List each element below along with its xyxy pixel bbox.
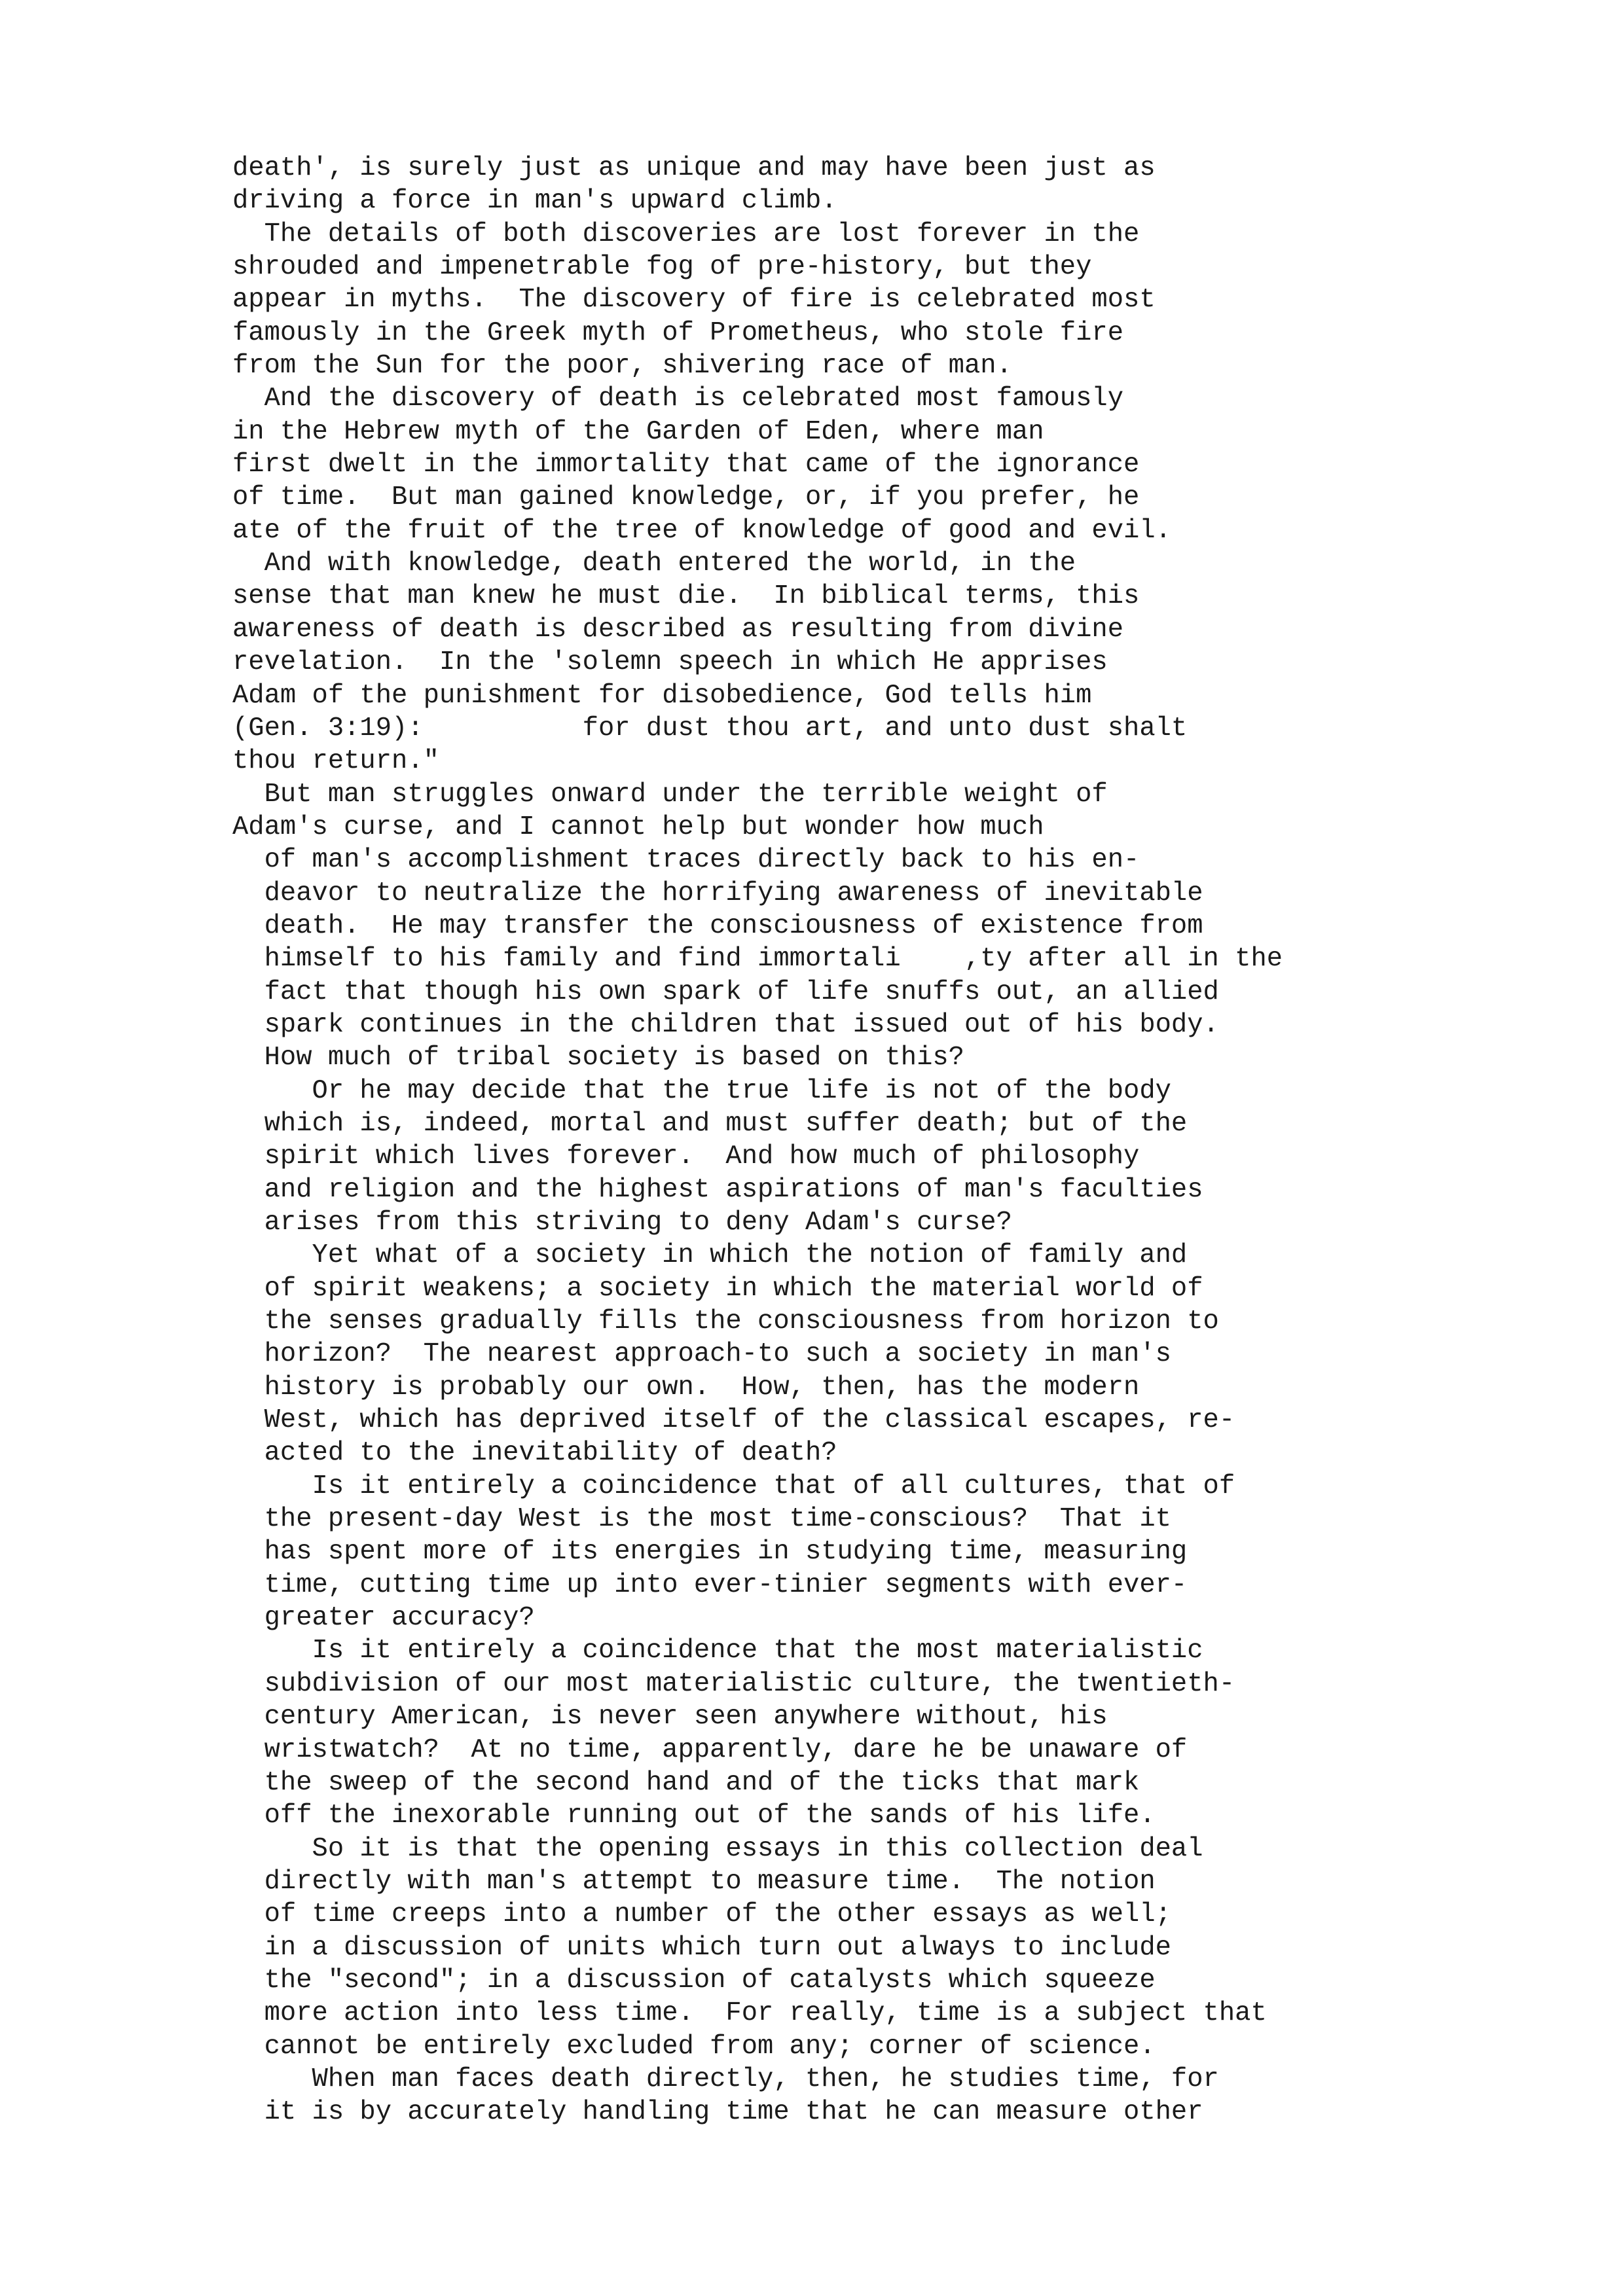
text-line: appear in myths. The discovery of fire is celebrated most	[232, 285, 1156, 315]
text-line: driving a force in man's upward climb.	[232, 186, 837, 217]
text-line: And with knowledge, death entered the world, in the	[232, 548, 1076, 579]
text-line: the present-day West is the most time-conscious? That it	[232, 1504, 1171, 1535]
text-line: the "second"; in a discussion of catalysts which squeeze	[232, 1965, 1156, 1996]
text-line: wristwatch? At no time, apparently, dare he be unaware of	[232, 1734, 1188, 1765]
text-line: in the Hebrew myth of the Garden of Eden, where man	[232, 416, 1044, 447]
text-line: ate of the fruit of the tree of knowledge of good and evil.	[232, 515, 1171, 546]
text-line: Adam's curse, and I cannot help but wonder how much	[232, 812, 1044, 842]
text-line: the sweep of the second hand and of the ticks that mark	[232, 1767, 1140, 1798]
text-line: the senses gradually fills the consciousness from horizon to	[232, 1306, 1219, 1337]
text-line: Or he may decide that the true life is not of the body	[232, 1075, 1171, 1106]
text-line: more action into less time. For really, time is a subject that	[232, 1998, 1267, 2029]
text-line: directly with man's attempt to measure time. The notion	[232, 1866, 1156, 1897]
text-line: awareness of death is described as resulting from divine	[232, 614, 1124, 645]
text-line: shrouded and impenetrable fog of pre-history, but they	[232, 252, 1092, 283]
text-line: of time creeps into a number of the other essays as well;	[232, 1899, 1171, 1930]
text-line: famously in the Greek myth of Prometheus, who stole fire	[232, 317, 1124, 348]
text-line: time, cutting time up into ever-tinier segments with ever-	[232, 1570, 1188, 1600]
text-line: death. He may transfer the consciousness of existence from	[232, 910, 1203, 941]
text-line: fact that though his own spark of life snuffs out, an allied	[232, 977, 1219, 1007]
text-line: acted to the inevitability of death?	[232, 1438, 837, 1469]
text-line: Is it entirely a coincidence that of all cultures, that of	[232, 1471, 1235, 1501]
text-line: and religion and the highest aspirations of man's faculties	[232, 1174, 1203, 1205]
text-line: spirit which lives forever. And how much of philosophy	[232, 1141, 1140, 1172]
text-line: cannot be entirely excluded from any; corner of science.	[232, 2031, 1156, 2062]
text-line: it is by accurately handling time that he can measure other	[232, 2097, 1203, 2128]
text-line: century American, is never seen anywhere without, his	[232, 1702, 1108, 1732]
text-line: So it is that the opening essays in this collection deal	[232, 1833, 1203, 1864]
body-text	[232, 152, 1607, 2129]
text-line: deavor to neutralize the horrifying awareness of inevitable	[232, 878, 1203, 908]
text-line: (Gen. 3:19): for dust thou art, and unto dust shalt	[232, 713, 1188, 744]
text-line: death', is surely just as unique and may have been just as	[232, 153, 1156, 183]
text-line: off the inexorable running out of the sands of his life.	[232, 1801, 1156, 1831]
text-line: in a discussion of units which turn out always to include	[232, 1932, 1171, 1963]
text-line: sense that man knew he must die. In biblical terms, this	[232, 581, 1140, 612]
text-line: which is, indeed, mortal and must suffer death; but of the	[232, 1108, 1188, 1139]
text-line: spark continues in the children that issued out of his body.	[232, 1009, 1219, 1040]
text-line: thou return."	[232, 746, 439, 777]
text-line: The details of both discoveries are lost forever in the	[232, 219, 1140, 249]
text-line: How much of tribal society is based on this?	[232, 1043, 964, 1073]
text-line: And the discovery of death is celebrated most famously	[232, 384, 1124, 414]
text-line: greater accuracy?	[232, 1603, 535, 1634]
text-line: has spent more of its energies in studying time, measuring	[232, 1537, 1188, 1568]
text-line: subdivision of our most materialistic culture, the twentieth-	[232, 1668, 1235, 1699]
text-line: history is probably our own. How, then, has the modern	[232, 1372, 1140, 1403]
text-line: When man faces death directly, then, he studies time, for	[232, 2064, 1219, 2094]
text-line: from the Sun for the poor, shivering race of man.	[232, 351, 1012, 382]
text-line: arises from this striving to deny Adam's curse?	[232, 1208, 1012, 1238]
text-line: of spirit weakens; a society in which the material world of	[232, 1273, 1203, 1304]
text-line: first dwelt in the immortality that came of the ignorance	[232, 450, 1140, 480]
text-line: revelation. In the 'solemn speech in which He apprises	[232, 647, 1108, 678]
text-line: himself to his family and find immortali ,ty after all in the	[232, 944, 1283, 975]
text-line: horizon? The nearest approach-to such a society in man's	[232, 1339, 1171, 1370]
text-line: But man struggles onward under the terrible weight of	[232, 779, 1108, 810]
text-line: Yet what of a society in which the notion of family and	[232, 1240, 1188, 1271]
text-line: of man's accomplishment traces directly back to his en-	[232, 845, 1140, 876]
text-line: of time. But man gained knowledge, or, if you prefer, he	[232, 482, 1140, 513]
text-line: West, which has deprived itself of the classical escapes, re-	[232, 1405, 1235, 1436]
text-line: Is it entirely a coincidence that the most materialistic	[232, 1636, 1203, 1666]
text-line: Adam of the punishment for disobedience, God tells him	[232, 680, 1092, 711]
